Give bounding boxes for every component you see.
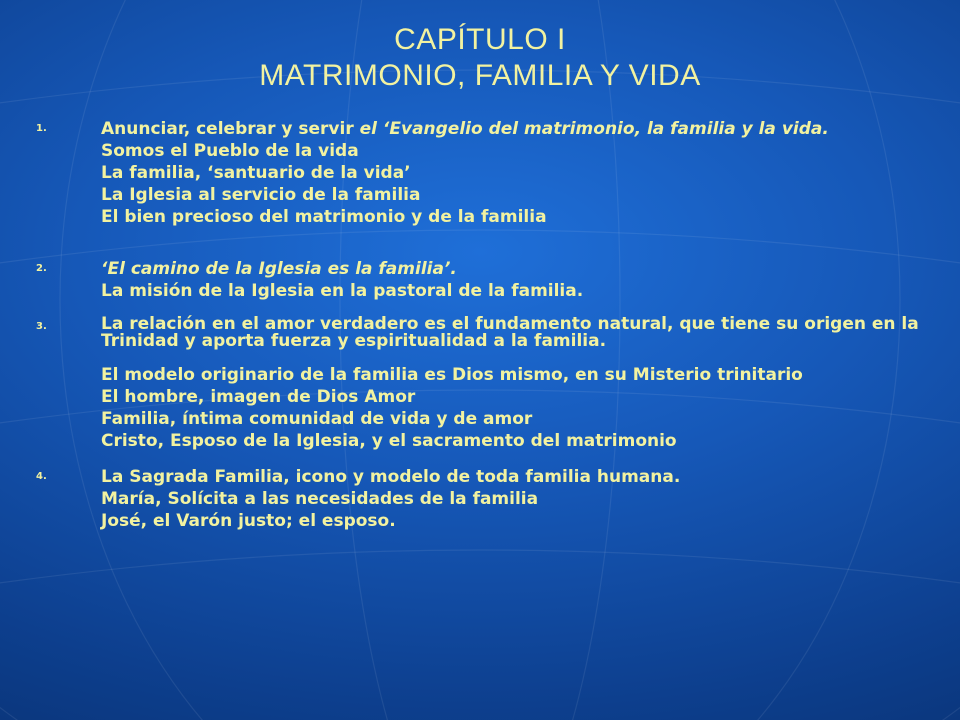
item-heading: La relación en el amor verdadero es el fundamento natural, que tiene su origen en la Trinidad y aporta fuerza y espiritualidad a la familia. [101,314,919,351]
sub-line: Cristo, Esposo de la Iglesia, y el sacramento del matrimonio [101,431,677,451]
slide-title [0,22,960,94]
title-line-2: MATRIMONIO, FAMILIA Y VIDA [259,59,701,92]
sub-line: La familia, ‘santuario de la vida’ [101,163,411,183]
sub-line: La misión de la Iglesia en la pastoral de la familia. [101,281,584,301]
item-number: 2. [36,263,47,274]
sub-line: El hombre, imagen de Dios Amor [101,387,416,407]
heading-italic-text: el ‘Evangelio del matrimonio, la familia y la vida. [359,119,829,139]
list-item-2 [36,258,936,302]
item-number: 3. [36,321,47,332]
item-heading: La Sagrada Familia, icono y modelo de toda familia humana. [101,467,681,487]
sub-line: El modelo originario de la familia es Dios mismo, en su Misterio trinitario [101,365,803,385]
item-heading [101,258,936,280]
sub-line: La Iglesia al servicio de la familia [101,185,421,205]
list-item-4 [36,466,936,532]
sub-line: José, el Varón justo; el esposo. [101,511,396,531]
sub-line: Somos el Pueblo de la vida [101,141,359,161]
list-item-1 [36,118,936,228]
sub-line: María, Solícita a las necesidades de la familia [101,489,539,509]
title-line-1: CAPÍTULO I [394,23,566,56]
item-number: 4. [36,471,47,482]
sub-line: El bien precioso del matrimonio y de la familia [101,207,547,227]
sub-line: Familia, íntima comunidad de vida y de amor [101,409,533,429]
list-item-3 [36,316,936,452]
heading-italic-text: ‘El camino de la Iglesia es la familia’. [101,259,457,279]
slide-content [36,118,936,546]
item-number: 1. [36,123,47,134]
heading-plain-text: Anunciar, celebrar y servir [101,119,360,139]
item-heading [101,118,936,140]
